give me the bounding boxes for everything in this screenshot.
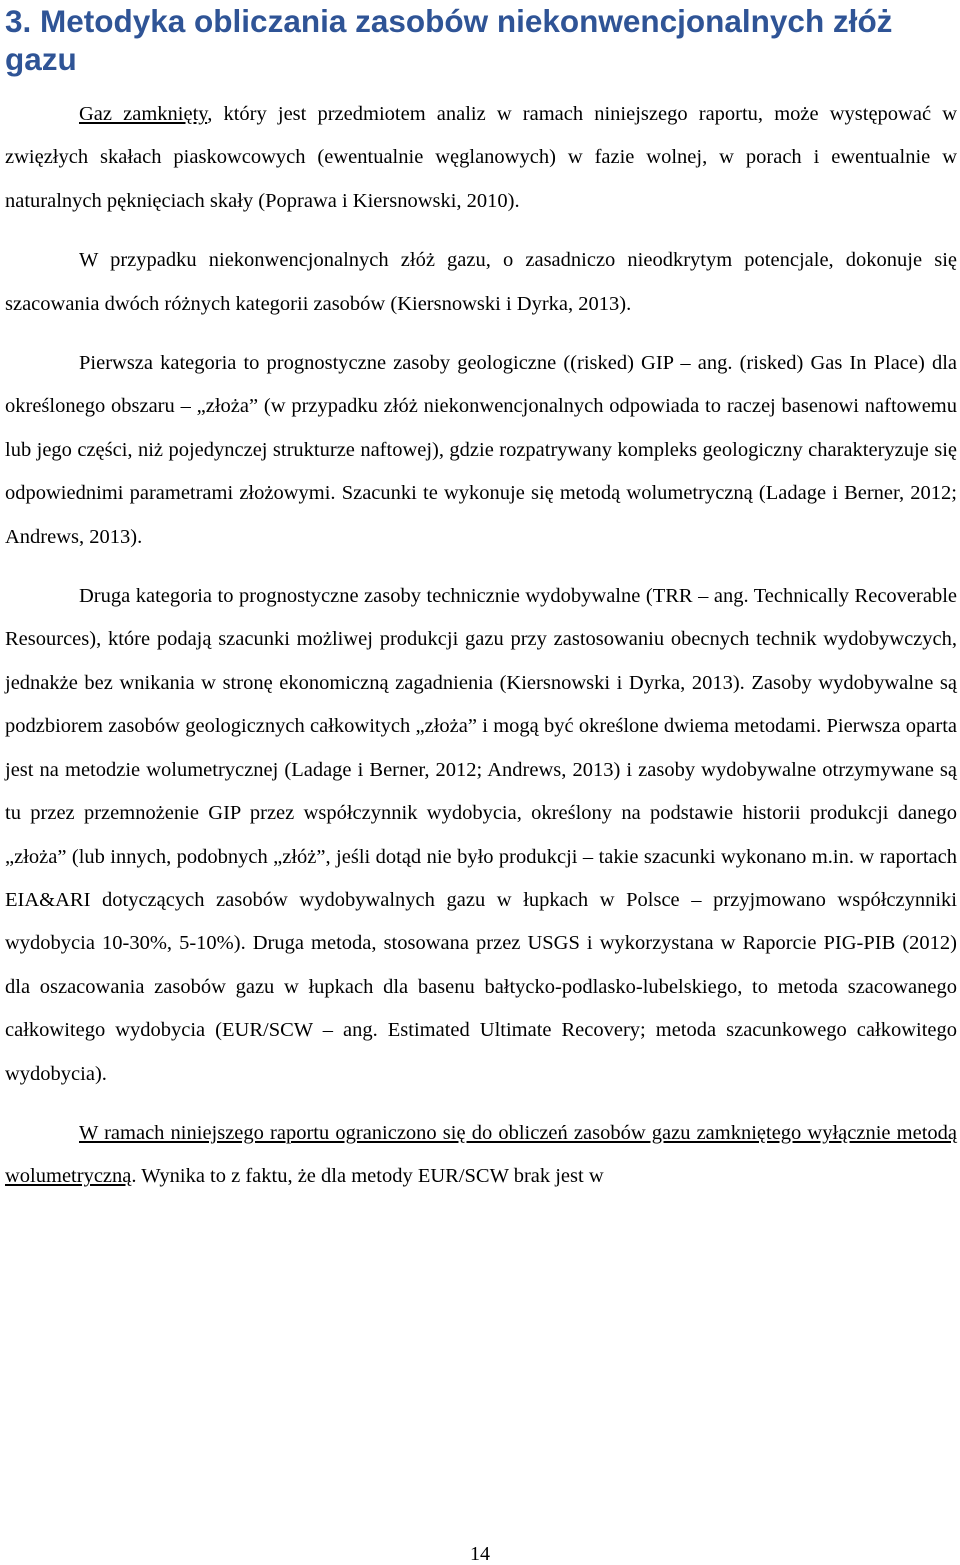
paragraph-resource-categories: W przypadku niekonwencjonalnych złóż gazu, o zasadniczo nieodkrytym potencjale, dokonuje się szacowania dwóch różnych kategorii zasobów (Kiersnowski i Dyrka, 2013). bbox=[5, 249, 957, 315]
paragraph-first-category: Pierwsza kategoria to prognostyczne zasoby geologiczne ((risked) GIP ‒ ang. (risked) Gas In Place) dla określonego obszaru ‒ „złoża” (w przypadku złóż niekonwencjonalnych odpowiada to raczej basenowi naftowemu lub jego części, niż pojedynczej strukturze naftowej), gdzie rozpatrywany kompleks geologiczny charakteryzuje się odpowiednimi parametrami złożowymi. Szacunki te wykonuje się metodą wolumetryczną (Ladage i Berner, 2012; Andrews, 2013). bbox=[5, 352, 957, 548]
paragraph-report-scope bbox=[5, 1112, 957, 1199]
page-number: 14 bbox=[470, 1543, 490, 1565]
document-page bbox=[5, 0, 957, 1199]
underlined-statement: W ramach niniejszego raportu ograniczono się do obliczeń zasobów gazu zamkniętego wyłącznie metodą wolumetryczną bbox=[5, 1121, 957, 1188]
paragraph-tight-gas-definition bbox=[5, 93, 957, 223]
paragraph-text: . Wynika to z faktu, że dla metody EUR/SCW brak jest w bbox=[131, 1165, 604, 1188]
section-heading: 3. Metodyka obliczania zasobów niekonwencjonalnych złóż gazu bbox=[5, 3, 893, 77]
paragraph-text: , który jest przedmiotem analiz w ramach niniejszego raportu, może występować w zwięzłych skałach piaskowcowych (ewentualnie węglanowych) w fazie wolnej, w porach i ewentualnie w naturalnych pęknięciach skały (Poprawa i Kiersnowski, 2010). bbox=[5, 103, 957, 212]
paragraph-second-category: Druga kategoria to prognostyczne zasoby technicznie wydobywalne (TRR ‒ ang. Technically Recoverable Resources), które podają szacunki możliwej produkcji gazu przy zastosowaniu obecnych technik wydobywczych, jednakże bez wnikania w stronę ekonomiczną zagadnienia (Kiersnowski i Dyrka, 2013). Zasoby wydobywalne są podzbiorem zasobów geologicznych całkowitych „złoża” i mogą być określone dwiema metodami. Pierwsza oparta jest na metodzie wolumetrycznej (Ladage i Berner, 2012; Andrews, 2013) i zasoby wydobywalne otrzymywane są tu przez przemnożenie GIP przez współczynnik wydobycia, określony na podstawie historii produkcji danego „złoża” (lub innych, podobnych „złóż”, jeśli dotąd nie było produkcji ‒ takie szacunki wykonano m.in. w raportach EIA&ARI dotyczących zasobów wydobywalnych gazu w łupkach w Polsce ‒ przyjmowano współczynniki wydobycia 10-30%, 5-10%). Druga metoda, stosowana przez USGS i wykorzystana w Raporcie PIG-PIB (2012) dla oszacowania zasobów gazu w łupkach dla basenu bałtycko-podlasko-lubelskiego, to metoda szacowanego całkowitego wydobycia (EUR/SCW ‒ ang. Estimated Ultimate Recovery; metoda szacunkowego całkowitego wydobycia). bbox=[5, 585, 957, 1085]
underlined-term: Gaz zamknięty bbox=[79, 103, 208, 125]
